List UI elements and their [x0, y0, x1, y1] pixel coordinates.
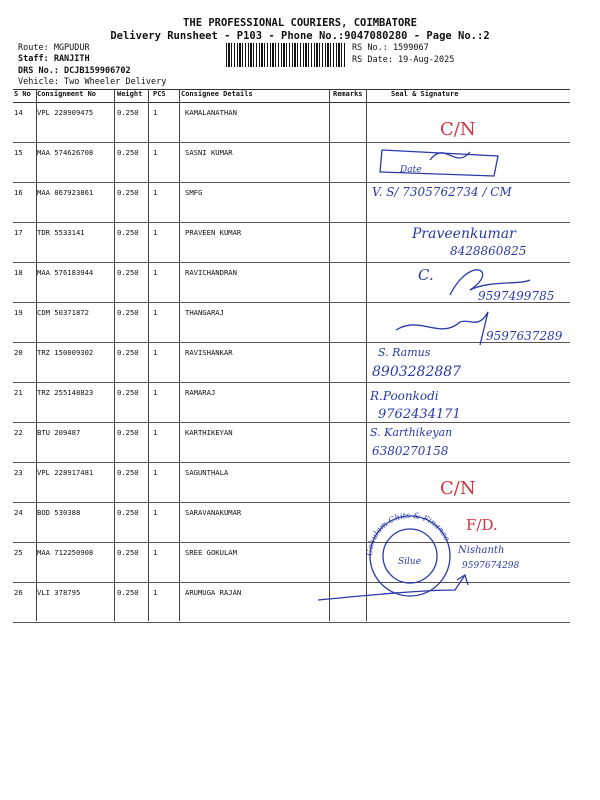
cell-sno: 23 [14, 468, 23, 477]
cell-pcs: 1 [153, 188, 158, 197]
table-row [13, 583, 570, 623]
cell-sno: 15 [14, 148, 23, 157]
handwriting-row17-name: Praveenkumar [412, 226, 516, 242]
handwriting-row20-phone: 8903282887 [372, 364, 462, 380]
table-row [13, 503, 570, 543]
table-row [13, 383, 570, 423]
cell-sno: 26 [14, 588, 23, 597]
cell-weight: 0.250 [117, 548, 139, 557]
cell-pcs: 1 [153, 268, 158, 277]
cell-weight: 0.250 [117, 308, 139, 317]
cell-consignee: RAVICHANDRAN [185, 268, 237, 277]
handwriting-row21-name: R.Poonkodi [370, 389, 439, 403]
cell-weight: 0.250 [117, 108, 139, 117]
col-divider [179, 89, 180, 621]
col-divider [329, 89, 330, 621]
cell-consignee: SMFG [185, 188, 203, 197]
col-sno: S No [14, 90, 31, 98]
col-seal-signature: Seal & Signature [391, 90, 459, 98]
cell-sno: 21 [14, 388, 23, 397]
cell-consignee: KAMALANATHAN [185, 108, 237, 117]
col-divider [36, 89, 37, 621]
handwriting-row18-phone: 9597499785 [478, 289, 555, 303]
cell-consignee: THANGARAJ [185, 308, 224, 317]
cell-consignment: MAA 574626708 [37, 148, 94, 157]
cell-consignee: RAVISHANKAR [185, 348, 233, 357]
cell-sno: 25 [14, 548, 23, 557]
route-label: Route: MGPUDUR [18, 43, 90, 53]
cell-consignee: SARAVANAKUMAR [185, 508, 242, 517]
cell-pcs: 1 [153, 468, 158, 477]
company-title: THE PROFESSIONAL COURIERS, COIMBATORE [183, 17, 417, 29]
col-divider [148, 89, 149, 621]
cell-consignee: RAMARAJ [185, 388, 216, 397]
col-consignee: Consignee Details [181, 90, 253, 98]
cell-sno: 14 [14, 108, 23, 117]
cell-weight: 0.250 [117, 468, 139, 477]
cell-pcs: 1 [153, 428, 158, 437]
handwriting-row25-phone: 9597674298 [462, 561, 520, 571]
cell-sno: 24 [14, 508, 23, 517]
cell-consignment: TDR 5533141 [37, 228, 85, 237]
vehicle-label: Vehicle: Two Wheeler Delivery [18, 77, 167, 87]
cell-pcs: 1 [153, 548, 158, 557]
handwriting-row17-phone: 8428860825 [450, 244, 527, 258]
handwriting-row23: C/N [440, 478, 476, 499]
drs-number: DRS No.: DCJB159906702 [18, 66, 131, 76]
table-row [13, 223, 570, 263]
cell-weight: 0.250 [117, 228, 139, 237]
table-row [13, 543, 570, 583]
cell-consignee: SAGUNTHALA [185, 468, 229, 477]
cell-consignment: BTU 209487 [37, 428, 81, 437]
handwriting-row22-phone: 6380270158 [372, 444, 449, 458]
staff-label: Staff: RANJITH [18, 54, 90, 64]
cell-consignee: PRAVEEN KUMAR [185, 228, 242, 237]
table-row [13, 343, 570, 383]
handwriting-row18-letter: C. [418, 266, 434, 284]
cell-sno: 18 [14, 268, 23, 277]
handwriting-row19-phone: 9597637289 [486, 329, 563, 343]
cell-consignment: CDM 50371872 [37, 308, 89, 317]
cell-weight: 0.250 [117, 388, 139, 397]
cell-weight: 0.250 [117, 348, 139, 357]
handwriting-row16: V. S/ 7305762734 / CM [372, 185, 512, 199]
cell-consignment: VPL 228909475 [37, 108, 94, 117]
cell-consignment: VLI 378795 [37, 588, 81, 597]
cell-weight: 0.250 [117, 268, 139, 277]
cell-sno: 17 [14, 228, 23, 237]
table-row [13, 103, 570, 143]
rs-number: RS No.: 1599067 [352, 43, 429, 53]
handwriting-row25-name: Nishanth [458, 545, 505, 556]
table-body [13, 103, 570, 623]
seal-signature: Silue [398, 557, 422, 567]
table-row [13, 143, 570, 183]
cell-pcs: 1 [153, 588, 158, 597]
handwriting-row20-name: S. Ramus [378, 346, 431, 359]
runsheet-table [13, 89, 570, 623]
cell-pcs: 1 [153, 108, 158, 117]
cell-consignee: KARTHIKEYAN [185, 428, 233, 437]
cell-consignment: VPL 228917481 [37, 468, 94, 477]
cell-consignment: MAA 576183944 [37, 268, 94, 277]
table-row [13, 423, 570, 463]
cell-consignment: BOD 530388 [37, 508, 81, 517]
cell-consignee: ARUMUGA RAJAN [185, 588, 242, 597]
cell-pcs: 1 [153, 348, 158, 357]
seal-text: Gokulam Chits & Finance [364, 510, 452, 557]
cell-pcs: 1 [153, 228, 158, 237]
cell-sno: 22 [14, 428, 23, 437]
table-row [13, 463, 570, 503]
col-divider [114, 89, 115, 621]
table-header [13, 90, 570, 103]
handwriting-row24: F/D. [466, 516, 498, 534]
table-row [13, 303, 570, 343]
col-remarks: Remarks [333, 90, 363, 98]
handwriting-row15: Date [400, 165, 422, 175]
cell-sno: 19 [14, 308, 23, 317]
runsheet-subtitle: Delivery Runsheet - P103 - Phone No.:9047080280 - Page No.:2 [110, 30, 490, 42]
cell-consignee: SREE GOKULAM [185, 548, 237, 557]
cell-weight: 0.250 [117, 588, 139, 597]
cell-consignment: TRZ 150009302 [37, 348, 94, 357]
cell-consignee: SASNI KUMAR [185, 148, 233, 157]
table-row [13, 263, 570, 303]
rs-date: RS Date: 19-Aug-2025 [352, 55, 455, 65]
handwriting-row21-phone: 9762434171 [378, 407, 461, 422]
col-divider [366, 89, 367, 621]
cell-pcs: 1 [153, 148, 158, 157]
cell-consignment: MAA 712250908 [37, 548, 94, 557]
cell-weight: 0.250 [117, 148, 139, 157]
cell-weight: 0.250 [117, 188, 139, 197]
handwriting-row22-name: S. Karthikeyan [370, 426, 453, 439]
col-weight: Weight [117, 90, 143, 98]
table-row [13, 183, 570, 223]
cell-weight: 0.250 [117, 428, 139, 437]
col-consignment: Consignment No [37, 90, 97, 98]
barcode [226, 43, 346, 67]
cell-consignment: TRZ 255148823 [37, 388, 94, 397]
handwriting-row14: C/N [440, 119, 476, 140]
cell-pcs: 1 [153, 308, 158, 317]
cell-pcs: 1 [153, 508, 158, 517]
col-pcs: PCS [153, 90, 166, 98]
cell-sno: 20 [14, 348, 23, 357]
cell-sno: 16 [14, 188, 23, 197]
cell-pcs: 1 [153, 388, 158, 397]
cell-weight: 0.250 [117, 508, 139, 517]
cell-consignment: MAA 867923861 [37, 188, 94, 197]
